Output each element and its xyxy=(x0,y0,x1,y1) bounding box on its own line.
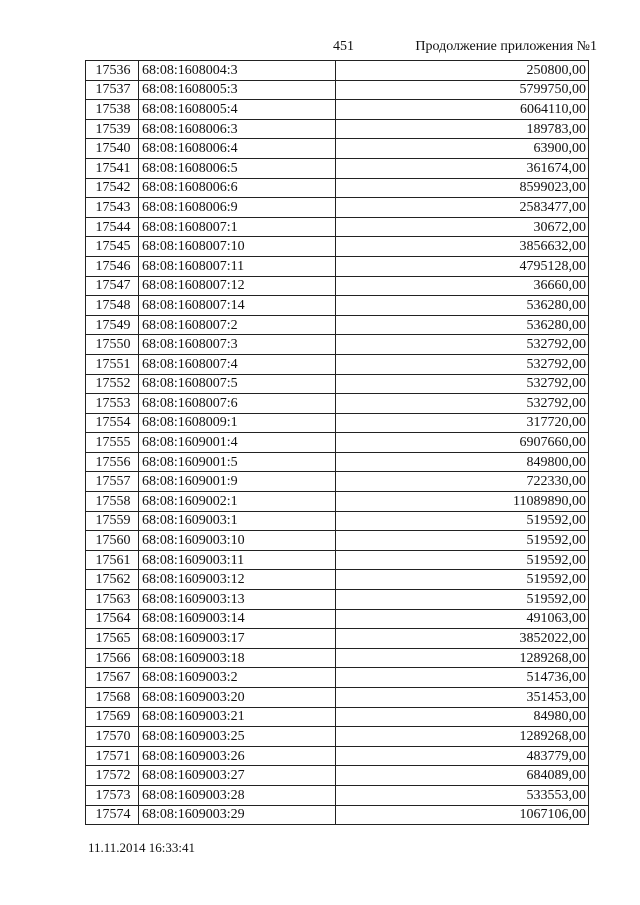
value-cell: 361674,00 xyxy=(336,158,589,178)
value-cell: 1067106,00 xyxy=(336,805,589,825)
cadastral-number-cell: 68:08:1609003:28 xyxy=(139,785,336,805)
table-row xyxy=(86,315,589,335)
value-cell: 536280,00 xyxy=(336,315,589,335)
row-number-cell: 17556 xyxy=(86,452,139,472)
value-cell: 11089890,00 xyxy=(336,492,589,512)
value-cell: 519592,00 xyxy=(336,550,589,570)
table-row xyxy=(86,688,589,708)
cadastral-number-cell: 68:08:1608007:14 xyxy=(139,296,336,316)
value-cell: 1289268,00 xyxy=(336,727,589,747)
value-cell: 722330,00 xyxy=(336,472,589,492)
cadastral-number-cell: 68:08:1608007:5 xyxy=(139,374,336,394)
row-number-cell: 17538 xyxy=(86,100,139,120)
row-number-cell: 17559 xyxy=(86,511,139,531)
value-cell: 519592,00 xyxy=(336,590,589,610)
value-cell: 6907660,00 xyxy=(336,433,589,453)
value-cell: 250800,00 xyxy=(336,61,589,81)
row-number-cell: 17536 xyxy=(86,61,139,81)
cadastral-number-cell: 68:08:1608007:3 xyxy=(139,335,336,355)
table-row xyxy=(86,276,589,296)
value-cell: 189783,00 xyxy=(336,119,589,139)
cadastral-number-cell: 68:08:1608005:3 xyxy=(139,80,336,100)
table-row xyxy=(86,648,589,668)
value-cell: 684089,00 xyxy=(336,766,589,786)
cadastral-number-cell: 68:08:1609003:12 xyxy=(139,570,336,590)
table-row xyxy=(86,452,589,472)
row-number-cell: 17562 xyxy=(86,570,139,590)
cadastral-number-cell: 68:08:1608006:5 xyxy=(139,158,336,178)
value-cell: 483779,00 xyxy=(336,746,589,766)
value-cell: 3852022,00 xyxy=(336,629,589,649)
table-row xyxy=(86,766,589,786)
row-number-cell: 17546 xyxy=(86,256,139,276)
row-number-cell: 17574 xyxy=(86,805,139,825)
data-table xyxy=(85,60,589,825)
row-number-cell: 17570 xyxy=(86,727,139,747)
cadastral-number-cell: 68:08:1608005:4 xyxy=(139,100,336,120)
table-row xyxy=(86,178,589,198)
value-cell: 519592,00 xyxy=(336,531,589,551)
value-cell: 4795128,00 xyxy=(336,256,589,276)
table-row xyxy=(86,394,589,414)
table-row xyxy=(86,570,589,590)
cadastral-number-cell: 68:08:1609003:27 xyxy=(139,766,336,786)
appendix-caption: Продолжение приложения №1 xyxy=(415,39,597,54)
cadastral-number-cell: 68:08:1609003:11 xyxy=(139,550,336,570)
cadastral-number-cell: 68:08:1608007:6 xyxy=(139,394,336,414)
table-row xyxy=(86,550,589,570)
value-cell: 84980,00 xyxy=(336,707,589,727)
value-cell: 532792,00 xyxy=(336,394,589,414)
table-row xyxy=(86,413,589,433)
table-row xyxy=(86,296,589,316)
cadastral-number-cell: 68:08:1608007:11 xyxy=(139,256,336,276)
row-number-cell: 17537 xyxy=(86,80,139,100)
table-row xyxy=(86,785,589,805)
row-number-cell: 17567 xyxy=(86,668,139,688)
row-number-cell: 17563 xyxy=(86,590,139,610)
cadastral-number-cell: 68:08:1609003:29 xyxy=(139,805,336,825)
cadastral-number-cell: 68:08:1609003:21 xyxy=(139,707,336,727)
value-cell: 5799750,00 xyxy=(336,80,589,100)
value-cell: 6064110,00 xyxy=(336,100,589,120)
cadastral-number-cell: 68:08:1608009:1 xyxy=(139,413,336,433)
cadastral-number-cell: 68:08:1609003:17 xyxy=(139,629,336,649)
row-number-cell: 17550 xyxy=(86,335,139,355)
row-number-cell: 17572 xyxy=(86,766,139,786)
cadastral-number-cell: 68:08:1608006:4 xyxy=(139,139,336,159)
row-number-cell: 17558 xyxy=(86,492,139,512)
value-cell: 514736,00 xyxy=(336,668,589,688)
row-number-cell: 17568 xyxy=(86,688,139,708)
cadastral-number-cell: 68:08:1609003:20 xyxy=(139,688,336,708)
row-number-cell: 17560 xyxy=(86,531,139,551)
cadastral-number-cell: 68:08:1609003:2 xyxy=(139,668,336,688)
table-row xyxy=(86,354,589,374)
table-row xyxy=(86,707,589,727)
row-number-cell: 17557 xyxy=(86,472,139,492)
table-row xyxy=(86,61,589,81)
value-cell: 519592,00 xyxy=(336,570,589,590)
value-cell: 849800,00 xyxy=(336,452,589,472)
cadastral-number-cell: 68:08:1608007:2 xyxy=(139,315,336,335)
value-cell: 317720,00 xyxy=(336,413,589,433)
table-row xyxy=(86,237,589,257)
table-row xyxy=(86,80,589,100)
table-row xyxy=(86,374,589,394)
cadastral-number-cell: 68:08:1608006:3 xyxy=(139,119,336,139)
value-cell: 36660,00 xyxy=(336,276,589,296)
table-row xyxy=(86,609,589,629)
value-cell: 63900,00 xyxy=(336,139,589,159)
cadastral-number-cell: 68:08:1609001:9 xyxy=(139,472,336,492)
cadastral-number-cell: 68:08:1608007:1 xyxy=(139,217,336,237)
cadastral-number-cell: 68:08:1608007:4 xyxy=(139,354,336,374)
row-number-cell: 17547 xyxy=(86,276,139,296)
cadastral-number-cell: 68:08:1609002:1 xyxy=(139,492,336,512)
row-number-cell: 17554 xyxy=(86,413,139,433)
cadastral-number-cell: 68:08:1609003:1 xyxy=(139,511,336,531)
row-number-cell: 17549 xyxy=(86,315,139,335)
cadastral-number-cell: 68:08:1608007:12 xyxy=(139,276,336,296)
value-cell: 491063,00 xyxy=(336,609,589,629)
table-row xyxy=(86,668,589,688)
row-number-cell: 17542 xyxy=(86,178,139,198)
table-row xyxy=(86,139,589,159)
row-number-cell: 17553 xyxy=(86,394,139,414)
table-row xyxy=(86,217,589,237)
row-number-cell: 17573 xyxy=(86,785,139,805)
cadastral-number-cell: 68:08:1609003:13 xyxy=(139,590,336,610)
table-row xyxy=(86,119,589,139)
table-row xyxy=(86,158,589,178)
cadastral-number-cell: 68:08:1608004:3 xyxy=(139,61,336,81)
value-cell: 351453,00 xyxy=(336,688,589,708)
table-row xyxy=(86,590,589,610)
row-number-cell: 17552 xyxy=(86,374,139,394)
value-cell: 2583477,00 xyxy=(336,198,589,218)
table-row xyxy=(86,492,589,512)
table-body xyxy=(86,61,589,825)
table-row xyxy=(86,531,589,551)
table-row xyxy=(86,198,589,218)
table-row xyxy=(86,472,589,492)
row-number-cell: 17540 xyxy=(86,139,139,159)
table-row xyxy=(86,629,589,649)
row-number-cell: 17545 xyxy=(86,237,139,257)
row-number-cell: 17548 xyxy=(86,296,139,316)
row-number-cell: 17571 xyxy=(86,746,139,766)
table-row xyxy=(86,511,589,531)
cadastral-number-cell: 68:08:1608007:10 xyxy=(139,237,336,257)
page-number: 451 xyxy=(333,39,354,54)
value-cell: 532792,00 xyxy=(336,374,589,394)
value-cell: 532792,00 xyxy=(336,335,589,355)
row-number-cell: 17541 xyxy=(86,158,139,178)
value-cell: 8599023,00 xyxy=(336,178,589,198)
value-cell: 533553,00 xyxy=(336,785,589,805)
value-cell: 536280,00 xyxy=(336,296,589,316)
cadastral-number-cell: 68:08:1608006:6 xyxy=(139,178,336,198)
value-cell: 3856632,00 xyxy=(336,237,589,257)
cadastral-number-cell: 68:08:1609001:4 xyxy=(139,433,336,453)
row-number-cell: 17564 xyxy=(86,609,139,629)
value-cell: 1289268,00 xyxy=(336,648,589,668)
row-number-cell: 17543 xyxy=(86,198,139,218)
cadastral-number-cell: 68:08:1609003:14 xyxy=(139,609,336,629)
cadastral-number-cell: 68:08:1609001:5 xyxy=(139,452,336,472)
cadastral-number-cell: 68:08:1608006:9 xyxy=(139,198,336,218)
table-row xyxy=(86,746,589,766)
cadastral-number-cell: 68:08:1609003:10 xyxy=(139,531,336,551)
value-cell: 532792,00 xyxy=(336,354,589,374)
row-number-cell: 17565 xyxy=(86,629,139,649)
table-row xyxy=(86,256,589,276)
table-row xyxy=(86,433,589,453)
cadastral-number-cell: 68:08:1609003:18 xyxy=(139,648,336,668)
row-number-cell: 17566 xyxy=(86,648,139,668)
table-row xyxy=(86,727,589,747)
cadastral-number-cell: 68:08:1609003:25 xyxy=(139,727,336,747)
row-number-cell: 17555 xyxy=(86,433,139,453)
row-number-cell: 17544 xyxy=(86,217,139,237)
value-cell: 519592,00 xyxy=(336,511,589,531)
print-timestamp: 11.11.2014 16:33:41 xyxy=(88,840,196,855)
table-row xyxy=(86,805,589,825)
cadastral-number-cell: 68:08:1609003:26 xyxy=(139,746,336,766)
table-row xyxy=(86,100,589,120)
value-cell: 30672,00 xyxy=(336,217,589,237)
row-number-cell: 17569 xyxy=(86,707,139,727)
table-row xyxy=(86,335,589,355)
row-number-cell: 17551 xyxy=(86,354,139,374)
row-number-cell: 17561 xyxy=(86,550,139,570)
row-number-cell: 17539 xyxy=(86,119,139,139)
